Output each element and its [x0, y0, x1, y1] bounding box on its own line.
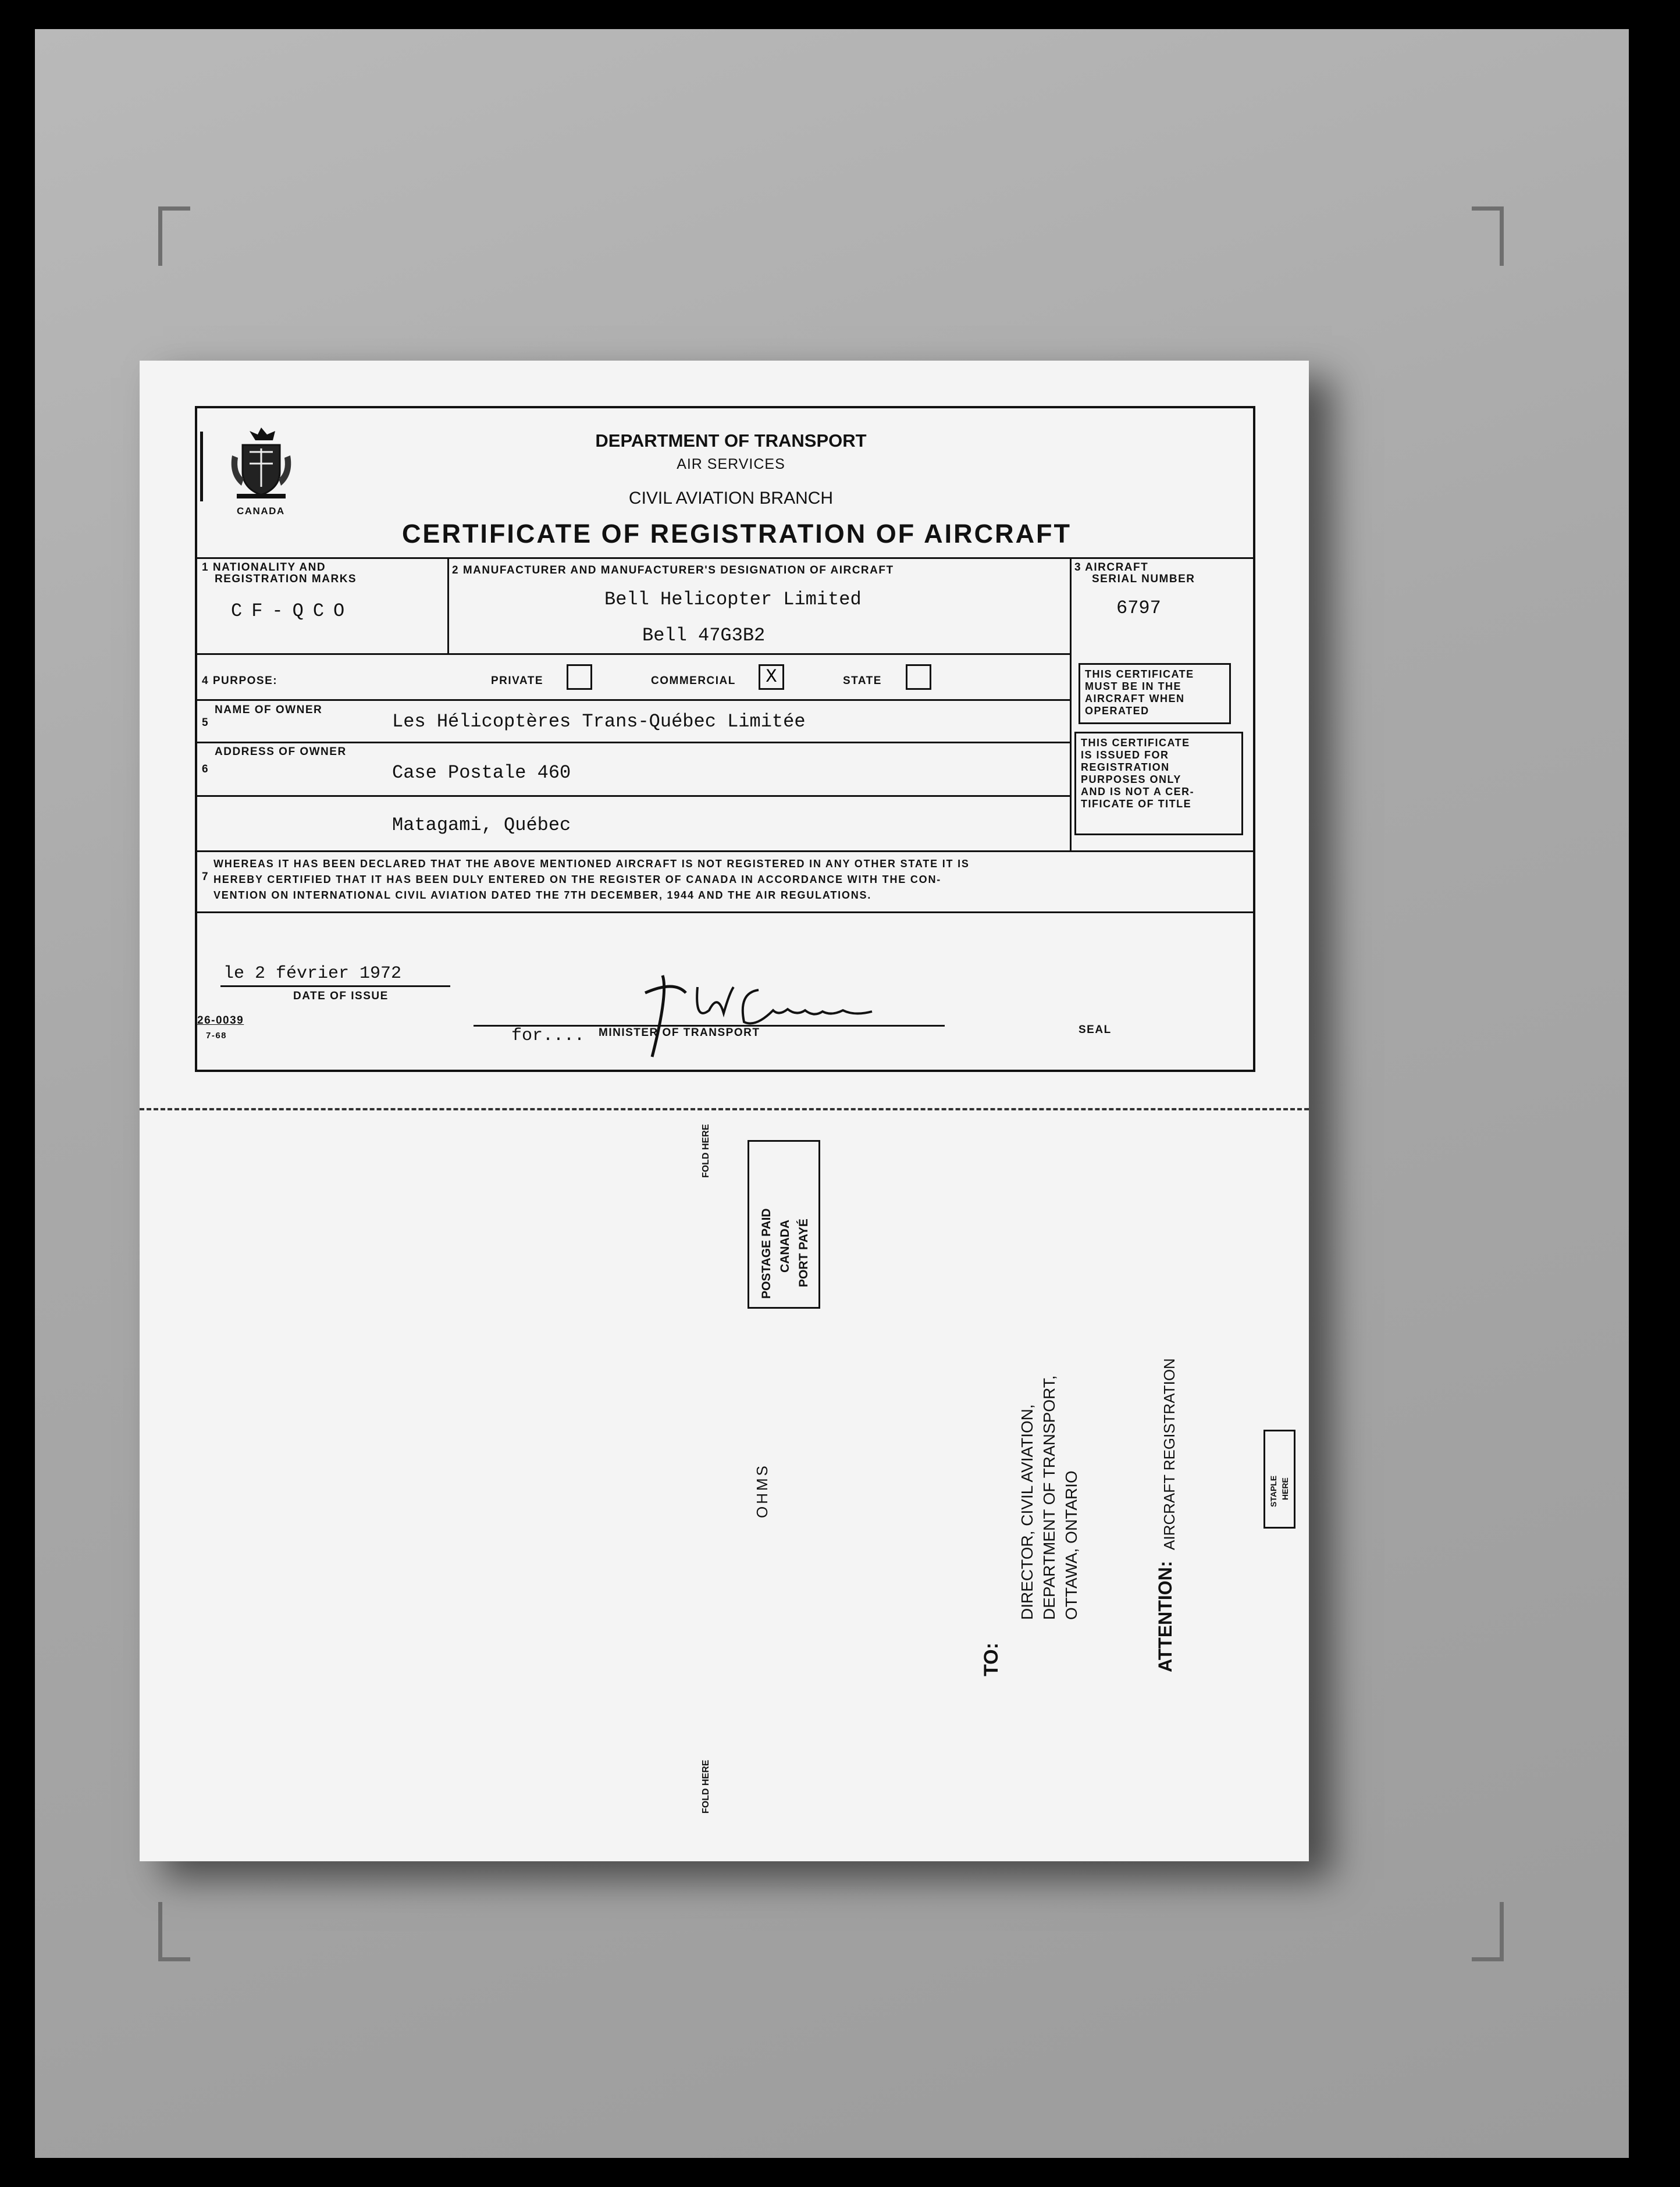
- address-line-3: OTTAWA, ONTARIO: [1062, 1470, 1080, 1620]
- issue-date-rule: [220, 985, 450, 987]
- field-3-label-2: SERIAL NUMBER: [1092, 573, 1195, 585]
- field-5-label: NAME OF OWNER: [215, 704, 323, 716]
- commercial-label: COMMERCIAL: [651, 675, 736, 687]
- rule-header: [197, 557, 1253, 559]
- whereas-statement: WHEREAS IT HAS BEEN DECLARED THAT THE ABOVE MENTIONED AIRCRAFT IS NOT REGISTERED IN ANY OTHER STATE IT IS HEREBY CERTIFIED THAT IT HAS BEEN DULY ENTERED ON THE REGISTER OF CANADA IN ACCORDANCE WITH THE CON- VENTION ON INTERNATIONAL CIVIL AVIATION DATED THE 7TH DECEMBER, 1944 AND THE AIR REGULATIONS.: [213, 858, 970, 901]
- field-2-label: 2 MANUFACTURER AND MANUFACTURER'S DESIGNATION OF AIRCRAFT: [452, 564, 894, 576]
- manufacturer-name: Bell Helicopter Limited: [604, 589, 862, 610]
- field-7-number: 7: [202, 871, 209, 883]
- date-of-issue-label: DATE OF ISSUE: [293, 990, 389, 1002]
- postage-paid-box: POSTAGE PAID CANADA PORT PAYÉ: [748, 1140, 820, 1309]
- rule-v1: [447, 557, 449, 653]
- document-photo: [35, 29, 1629, 2158]
- rule-v2: [1070, 557, 1072, 850]
- aircraft-model: Bell 47G3B2: [642, 625, 766, 646]
- signature-icon: [599, 970, 889, 1063]
- crop-mark-bottom-left: [158, 1902, 190, 1961]
- serial-number: 6797: [1116, 597, 1161, 619]
- commercial-checkbox: X: [759, 664, 784, 690]
- branch-heading: CIVIL AVIATION BRANCH: [628, 489, 834, 508]
- rule-row-1: [197, 653, 1070, 655]
- field-1-label-2: REGISTRATION MARKS: [215, 573, 357, 585]
- crop-mark-top-right: [1472, 206, 1504, 266]
- department-heading: DEPARTMENT OF TRANSPORT: [595, 430, 867, 451]
- staple-here-box: STAPLE HERE: [1263, 1430, 1295, 1529]
- state-checkbox: [906, 664, 931, 690]
- rule-row-4: [197, 699, 1070, 701]
- private-label: PRIVATE: [491, 675, 544, 687]
- form-date: 7-68: [206, 1031, 227, 1041]
- title-notice: THIS CERTIFICATE IS ISSUED FOR REGISTRATION PURPOSES ONLY AND IS NOT A CER- TIFICATE OF TITLE: [1074, 732, 1243, 835]
- attention-value: AIRCRAFT REGISTRATION: [1161, 1358, 1178, 1550]
- perforation-line: [140, 1108, 1309, 1110]
- address-line-1: DIRECTOR, CIVIL AVIATION,: [1018, 1404, 1036, 1620]
- form-number: 26-0039: [197, 1014, 244, 1027]
- state-label: STATE: [843, 675, 882, 687]
- for-text: for....: [511, 1026, 585, 1046]
- certificate-title: CERTIFICATE OF REGISTRATION OF AIRCRAFT: [401, 519, 1072, 548]
- to-label: TO:: [980, 1643, 1002, 1676]
- field-4-label: 4 PURPOSE:: [202, 675, 278, 687]
- fold-here-bottom: FOLD HERE: [701, 1759, 711, 1814]
- owner-address-2: Matagami, Québec: [392, 814, 571, 836]
- minister-label: MINISTER OF TRANSPORT: [599, 1027, 760, 1039]
- rule-row-7: [197, 911, 1253, 913]
- crest-label: CANADA: [237, 505, 285, 517]
- field-6-number: 6: [202, 763, 209, 775]
- field-3-label: 3 AIRCRAFT: [1074, 561, 1149, 574]
- service-heading: AIR SERVICES: [677, 456, 785, 472]
- field-1-label: 1 NATIONALITY AND: [202, 561, 326, 574]
- rule-row-6: [197, 850, 1253, 852]
- rule-row-6a: [197, 795, 1070, 797]
- owner-address-1: Case Postale 460: [392, 762, 571, 783]
- crop-mark-bottom-right: [1472, 1902, 1504, 1961]
- carry-notice: THIS CERTIFICATE MUST BE IN THE AIRCRAFT WHEN OPERATED: [1079, 663, 1231, 724]
- rule-row-5: [197, 742, 1070, 743]
- attention-label: ATTENTION:: [1155, 1561, 1176, 1672]
- issue-date: le 2 février 1972: [223, 964, 402, 984]
- crop-mark-top-left: [158, 206, 190, 266]
- seal-label: SEAL: [1079, 1024, 1112, 1036]
- address-line-2: DEPARTMENT OF TRANSPORT,: [1040, 1375, 1058, 1620]
- field-5-number: 5: [202, 717, 209, 729]
- registration-card: [140, 361, 1309, 1861]
- certificate-form: [195, 406, 1255, 1072]
- registration-marks: CF-QCO: [231, 600, 354, 622]
- owner-name: Les Hélicoptères Trans-Québec Limitée: [392, 711, 806, 732]
- fold-here-top: FOLD HERE: [701, 1124, 711, 1178]
- field-6-label: ADDRESS OF OWNER: [215, 746, 347, 758]
- ohms-label: OHMS: [753, 1463, 771, 1518]
- private-checkbox: [567, 664, 592, 690]
